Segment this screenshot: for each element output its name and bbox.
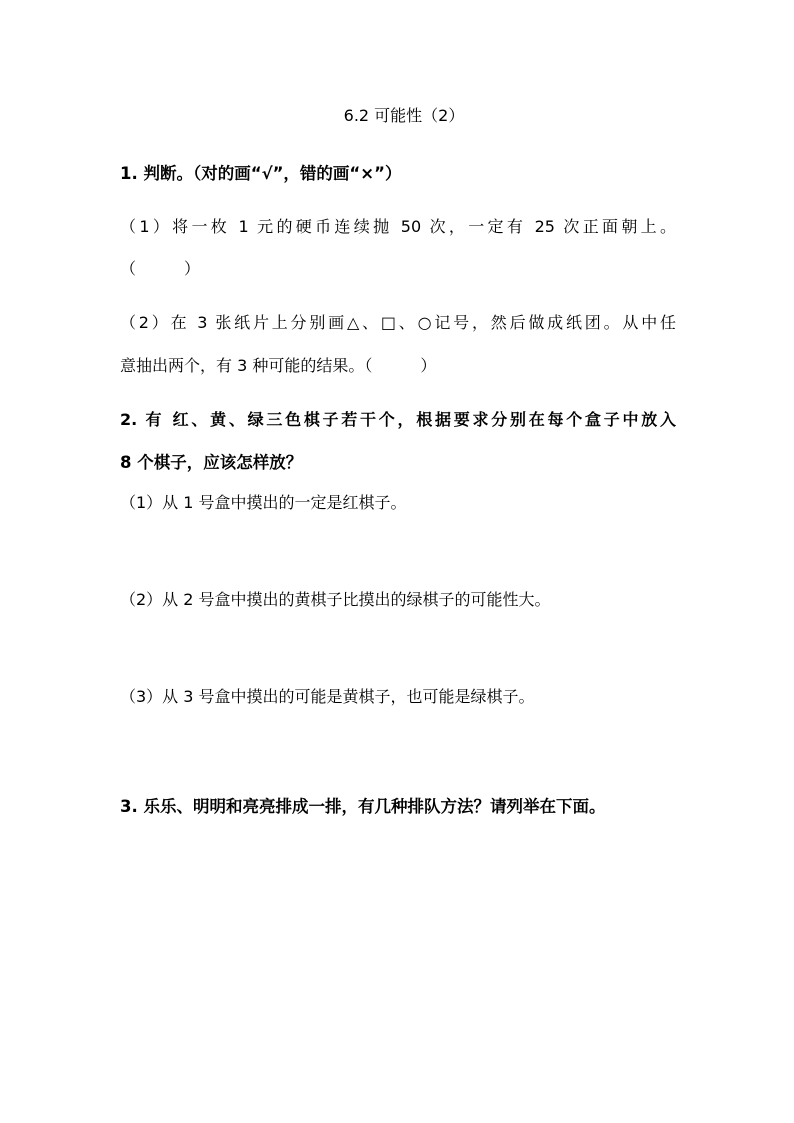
question-3-heading: 3. 乐乐、明明和亮亮排成一排，有几种排队方法？请列举在下面。 (120, 797, 606, 816)
question-1-item-2-line-1: （2）在 3 张纸片上分别画△、□、○记号，然后做成纸团。从中任 (120, 313, 676, 332)
question-1-item-1-answer-blank: （ ） (120, 259, 201, 278)
page-title: 6.2 可能性（2） (343, 106, 465, 125)
question-1-item-2-line-2: 意抽出两个，有 3 种可能的结果。（ ） (120, 356, 437, 375)
question-2-heading-line-1: 2. 有 红、黄、绿三色棋子若干个，根据要求分别在每个盒子中放入 (120, 410, 676, 429)
question-1-heading: 1. 判断。（对的画“√”，错的画“×”） (120, 164, 402, 183)
question-2-heading-line-2: 8 个棋子，应该怎样放？ (120, 453, 303, 472)
question-2-item-3: （3）从 3 号盒中摸出的可能是黄棋子，也可能是绿棋子。 (120, 687, 535, 706)
question-2-item-2: （2）从 2 号盒中摸出的黄棋子比摸出的绿棋子的可能性大。 (120, 590, 551, 609)
question-2-item-1: （1）从 1 号盒中摸出的一定是红棋子。 (120, 493, 407, 512)
question-1-item-1-line-1: （1）将一枚 1 元的硬币连续抛 50 次，一定有 25 次正面朝上。 (120, 217, 676, 236)
